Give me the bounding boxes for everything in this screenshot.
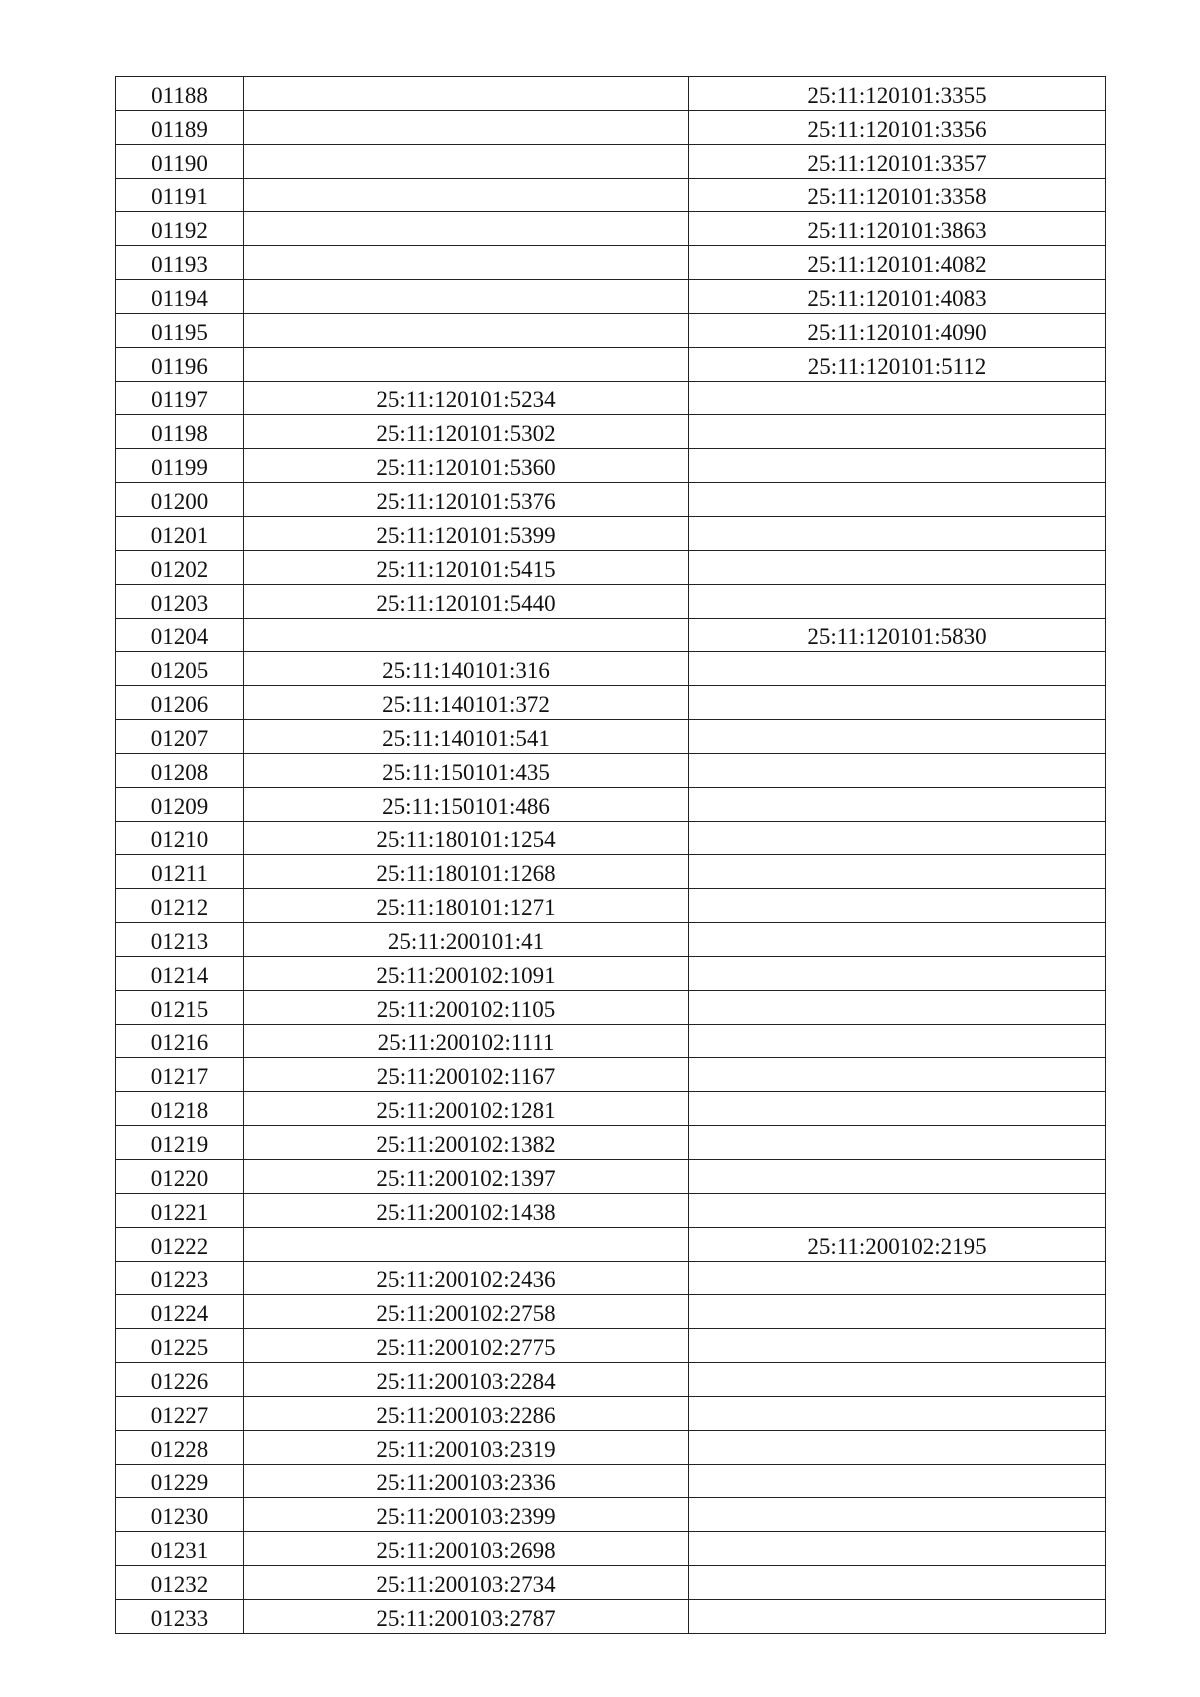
- row-number-cell: [116, 889, 244, 923]
- cadastral-number-cell-b: [689, 347, 1106, 381]
- row-number-cell: [116, 652, 244, 686]
- table-row: [116, 550, 1106, 584]
- table-row: [116, 923, 1106, 957]
- row-number-cell-text: 01222: [150, 1233, 209, 1259]
- cadastral-number-cell-a-text: 25:11:120101:5399: [376, 522, 556, 548]
- table-row: [116, 313, 1106, 347]
- table-row: [116, 1024, 1106, 1058]
- table-row: [116, 686, 1106, 720]
- table-row: [116, 1295, 1106, 1329]
- row-number-cell-text: 01233: [150, 1605, 209, 1631]
- row-number-cell: [116, 347, 244, 381]
- cadastral-number-cell-b: [689, 246, 1106, 280]
- cadastral-number-cell-b: [689, 550, 1106, 584]
- table-row: [116, 956, 1106, 990]
- cadastral-number-cell-a: [244, 550, 689, 584]
- row-number-cell: [116, 483, 244, 517]
- table-row: [116, 178, 1106, 212]
- cadastral-number-cell-b-text: 25:11:120101:3355: [807, 82, 987, 108]
- cadastral-number-cell-a: [244, 1396, 689, 1430]
- cadastral-number-cell-a: [244, 889, 689, 923]
- cadastral-number-cell-b: [689, 855, 1106, 889]
- cadastral-number-cell-a: [244, 990, 689, 1024]
- table-row: [116, 990, 1106, 1024]
- row-number-cell: [116, 110, 244, 144]
- cadastral-number-cell-b-text: 25:11:120101:3358: [807, 184, 987, 210]
- row-number-cell-text: 01206: [150, 692, 209, 718]
- row-number-cell: [116, 956, 244, 990]
- row-number-cell: [116, 550, 244, 584]
- row-number-cell: [116, 1464, 244, 1498]
- cadastral-number-cell-a-text: 25:11:180101:1268: [376, 861, 556, 887]
- cadastral-number-cell-a-text: 25:11:120101:5360: [376, 455, 556, 481]
- table-row: [116, 652, 1106, 686]
- row-number-cell-text: 01188: [151, 82, 208, 108]
- cadastral-number-cell-a-text: 25:11:200102:2775: [376, 1335, 556, 1361]
- cadastral-number-cell-a-text: 25:11:120101:5234: [376, 387, 556, 413]
- row-number-cell-text: 01216: [150, 1030, 209, 1056]
- table-row: [116, 1464, 1106, 1498]
- row-number-cell: [116, 1227, 244, 1261]
- cadastral-number-cell-a: [244, 313, 689, 347]
- cadastral-number-cell-a: [244, 449, 689, 483]
- row-number-cell: [116, 753, 244, 787]
- row-number-cell-text: 01208: [150, 759, 209, 785]
- row-number-cell-text: 01212: [150, 895, 209, 921]
- cadastral-number-cell-b: [689, 77, 1106, 111]
- row-number-cell: [116, 178, 244, 212]
- row-number-cell: [116, 381, 244, 415]
- row-number-cell: [116, 618, 244, 652]
- cadastral-number-cell-a: [244, 381, 689, 415]
- cadastral-number-cell-a-text: 25:11:140101:316: [382, 658, 550, 684]
- cadastral-number-cell-a: [244, 720, 689, 754]
- row-number-cell-text: 01211: [151, 861, 208, 887]
- cadastral-number-cell-b: [689, 1126, 1106, 1160]
- cadastral-number-cell-a: [244, 1126, 689, 1160]
- cadastral-number-cell-b-text: 25:11:120101:4082: [807, 252, 987, 278]
- cadastral-number-cell-b: [689, 313, 1106, 347]
- row-number-cell-text: 01191: [151, 184, 208, 210]
- row-number-cell-text: 01229: [150, 1470, 209, 1496]
- row-number-cell-text: 01221: [150, 1199, 209, 1225]
- row-number-cell-text: 01230: [150, 1504, 209, 1530]
- table-row: [116, 483, 1106, 517]
- cadastral-number-cell-a: [244, 110, 689, 144]
- cadastral-number-cell-b: [689, 1566, 1106, 1600]
- cadastral-number-cell-a-text: 25:11:200103:2399: [376, 1504, 556, 1530]
- row-number-cell-text: 01192: [151, 218, 208, 244]
- cadastral-number-cell-b: [689, 753, 1106, 787]
- cadastral-number-cell-a-text: 25:11:200102:1091: [376, 962, 556, 988]
- cadastral-number-cell-b: [689, 956, 1106, 990]
- cadastral-number-cell-a: [244, 923, 689, 957]
- cadastral-number-cell-a-text: 25:11:180101:1254: [376, 827, 556, 853]
- cadastral-number-cell-a-text: 25:11:140101:372: [382, 692, 550, 718]
- table-row: [116, 1396, 1106, 1430]
- cadastral-number-cell-b: [689, 1498, 1106, 1532]
- row-number-cell: [116, 855, 244, 889]
- table-row: [116, 1430, 1106, 1464]
- cadastral-number-cell-b: [689, 178, 1106, 212]
- cadastral-number-cell-b-text: 25:11:120101:3357: [807, 150, 987, 176]
- cadastral-number-cell-a: [244, 246, 689, 280]
- table-row: [116, 1329, 1106, 1363]
- cadastral-number-cell-b: [689, 1092, 1106, 1126]
- row-number-cell-text: 01232: [150, 1571, 209, 1597]
- cadastral-number-cell-a: [244, 1295, 689, 1329]
- cadastral-number-cell-b: [689, 1396, 1106, 1430]
- cadastral-number-cell-b-text: 25:11:120101:5112: [807, 353, 987, 379]
- cadastral-number-cell-a-text: 25:11:200103:2787: [376, 1605, 556, 1631]
- cadastral-number-cell-a-text: 25:11:200103:2336: [376, 1470, 556, 1496]
- cadastral-number-cell-a-text: 25:11:200103:2734: [376, 1571, 556, 1597]
- cadastral-number-cell-a: [244, 1430, 689, 1464]
- cadastral-number-cell-b: [689, 584, 1106, 618]
- row-number-cell: [116, 1532, 244, 1566]
- cadastral-number-cell-b: [689, 1295, 1106, 1329]
- row-number-cell-text: 01214: [150, 962, 209, 988]
- registry-table: [115, 76, 1106, 1634]
- row-number-cell: [116, 280, 244, 314]
- cadastral-number-cell-a-text: 25:11:200103:2698: [376, 1538, 556, 1564]
- table-row: [116, 787, 1106, 821]
- row-number-cell: [116, 144, 244, 178]
- row-number-cell-text: 01198: [151, 421, 208, 447]
- cadastral-number-cell-b: [689, 1024, 1106, 1058]
- cadastral-number-cell-b: [689, 686, 1106, 720]
- cadastral-number-cell-a: [244, 753, 689, 787]
- cadastral-number-cell-a-text: 25:11:200102:1438: [376, 1199, 556, 1225]
- cadastral-number-cell-a: [244, 1566, 689, 1600]
- row-number-cell: [116, 1295, 244, 1329]
- cadastral-number-cell-a: [244, 956, 689, 990]
- row-number-cell-text: 01218: [150, 1098, 209, 1124]
- cadastral-number-cell-b: [689, 1363, 1106, 1397]
- cadastral-number-cell-b: [689, 1464, 1106, 1498]
- table-row: [116, 347, 1106, 381]
- table-row: [116, 77, 1106, 111]
- table-row: [116, 280, 1106, 314]
- row-number-cell-text: 01203: [150, 590, 209, 616]
- row-number-cell: [116, 1058, 244, 1092]
- cadastral-number-cell-b: [689, 1227, 1106, 1261]
- cadastral-number-cell-b: [689, 1160, 1106, 1194]
- cadastral-number-cell-a: [244, 1024, 689, 1058]
- cadastral-number-cell-a: [244, 1092, 689, 1126]
- cadastral-number-cell-b-text: 25:11:120101:3863: [807, 218, 987, 244]
- table-row: [116, 1160, 1106, 1194]
- registry-table-body: [116, 77, 1106, 1634]
- cadastral-number-cell-a-text: 25:11:120101:5376: [376, 488, 556, 514]
- cadastral-number-cell-a: [244, 178, 689, 212]
- table-row: [116, 1058, 1106, 1092]
- row-number-cell-text: 01215: [150, 996, 209, 1022]
- cadastral-number-cell-a-text: 25:11:200103:2319: [376, 1436, 556, 1462]
- cadastral-number-cell-b: [689, 1430, 1106, 1464]
- cadastral-number-cell-a: [244, 77, 689, 111]
- cadastral-number-cell-a-text: 25:11:150101:435: [382, 759, 550, 785]
- row-number-cell: [116, 415, 244, 449]
- cadastral-number-cell-b: [689, 483, 1106, 517]
- table-row: [116, 753, 1106, 787]
- cadastral-number-cell-a-text: 25:11:150101:486: [382, 793, 550, 819]
- cadastral-number-cell-a: [244, 787, 689, 821]
- row-number-cell-text: 01219: [150, 1132, 209, 1157]
- row-number-cell: [116, 1396, 244, 1430]
- cadastral-number-cell-a-text: 25:11:200102:2436: [376, 1267, 556, 1293]
- cadastral-number-cell-b: [689, 212, 1106, 246]
- row-number-cell-text: 01195: [151, 319, 208, 345]
- cadastral-number-cell-a: [244, 652, 689, 686]
- table-row: [116, 1227, 1106, 1261]
- row-number-cell: [116, 1126, 244, 1160]
- row-number-cell: [116, 516, 244, 550]
- row-number-cell: [116, 1024, 244, 1058]
- row-number-cell-text: 01217: [150, 1064, 209, 1090]
- cadastral-number-cell-a: [244, 516, 689, 550]
- cadastral-number-cell-a: [244, 1498, 689, 1532]
- row-number-cell: [116, 1363, 244, 1397]
- cadastral-number-cell-a: [244, 821, 689, 855]
- cadastral-number-cell-a-text: 25:11:120101:5302: [376, 421, 556, 447]
- row-number-cell: [116, 686, 244, 720]
- cadastral-number-cell-b: [689, 1329, 1106, 1363]
- cadastral-number-cell-a: [244, 347, 689, 381]
- cadastral-number-cell-a-text: 25:11:120101:5440: [376, 590, 556, 616]
- row-number-cell: [116, 1193, 244, 1227]
- cadastral-number-cell-a: [244, 1058, 689, 1092]
- table-row: [116, 1261, 1106, 1295]
- row-number-cell: [116, 449, 244, 483]
- row-number-cell-text: 01201: [150, 522, 209, 548]
- table-row: [116, 1363, 1106, 1397]
- row-number-cell-text: 01204: [150, 624, 209, 650]
- row-number-cell-text: 01226: [150, 1368, 209, 1394]
- table-row: [116, 821, 1106, 855]
- row-number-cell: [116, 1430, 244, 1464]
- cadastral-number-cell-a-text: 25:11:200102:1105: [376, 996, 556, 1022]
- table-row: [116, 584, 1106, 618]
- row-number-cell-text: 01199: [151, 455, 208, 481]
- cadastral-number-cell-b: [689, 1058, 1106, 1092]
- row-number-cell-text: 01194: [151, 285, 208, 311]
- row-number-cell: [116, 1261, 244, 1295]
- row-number-cell-text: 01190: [151, 150, 208, 176]
- table-row: [116, 1498, 1106, 1532]
- row-number-cell-text: 01202: [150, 556, 209, 582]
- cadastral-number-cell-b: [689, 516, 1106, 550]
- cadastral-number-cell-a: [244, 1363, 689, 1397]
- row-number-cell-text: 01228: [150, 1436, 209, 1462]
- table-row: [116, 212, 1106, 246]
- row-number-cell: [116, 1599, 244, 1633]
- cadastral-number-cell-a: [244, 584, 689, 618]
- cadastral-number-cell-b: [689, 1261, 1106, 1295]
- cadastral-number-cell-b: [689, 1193, 1106, 1227]
- row-number-cell: [116, 212, 244, 246]
- cadastral-number-cell-a-text: 25:11:140101:541: [382, 725, 550, 751]
- cadastral-number-cell-a-text: 25:11:200101:41: [387, 928, 545, 954]
- cadastral-number-cell-a: [244, 1599, 689, 1633]
- cadastral-number-cell-b: [689, 144, 1106, 178]
- row-number-cell-text: 01189: [151, 116, 208, 142]
- table-row: [116, 381, 1106, 415]
- row-number-cell: [116, 77, 244, 111]
- row-number-cell-text: 01210: [150, 827, 209, 853]
- cadastral-number-cell-b-text: 25:11:120101:4083: [807, 285, 987, 311]
- row-number-cell: [116, 1160, 244, 1194]
- row-number-cell-text: 01207: [150, 725, 209, 751]
- row-number-cell: [116, 313, 244, 347]
- table-row: [116, 1566, 1106, 1600]
- row-number-cell: [116, 720, 244, 754]
- cadastral-number-cell-b: [689, 923, 1106, 957]
- cadastral-number-cell-a: [244, 280, 689, 314]
- table-row: [116, 1126, 1106, 1160]
- row-number-cell-text: 01220: [150, 1165, 209, 1191]
- table-row: [116, 618, 1106, 652]
- table-row: [116, 1532, 1106, 1566]
- cadastral-number-cell-a: [244, 483, 689, 517]
- cadastral-number-cell-a-text: 25:11:120101:5415: [376, 556, 556, 582]
- table-row: [116, 889, 1106, 923]
- row-number-cell: [116, 1329, 244, 1363]
- cadastral-number-cell-b: [689, 787, 1106, 821]
- cadastral-number-cell-a: [244, 1193, 689, 1227]
- row-number-cell-text: 01213: [150, 928, 209, 954]
- cadastral-number-cell-a: [244, 1160, 689, 1194]
- cadastral-number-cell-b: [689, 990, 1106, 1024]
- row-number-cell-text: 01205: [150, 658, 209, 684]
- row-number-cell: [116, 1498, 244, 1532]
- row-number-cell-text: 01197: [151, 387, 208, 413]
- cadastral-number-cell-a-text: 25:11:180101:1271: [376, 895, 556, 921]
- cadastral-number-cell-b-text: 25:11:120101:5830: [807, 624, 987, 650]
- table-row: [116, 449, 1106, 483]
- cadastral-number-cell-b-text: 25:11:120101:4090: [807, 319, 987, 345]
- row-number-cell-text: 01209: [150, 793, 209, 819]
- row-number-cell: [116, 821, 244, 855]
- table-row: [116, 144, 1106, 178]
- table-row: [116, 1193, 1106, 1227]
- row-number-cell-text: 01196: [151, 353, 208, 379]
- cadastral-number-cell-a-text: 25:11:200102:1111: [377, 1030, 555, 1056]
- row-number-cell: [116, 246, 244, 280]
- table-row: [116, 1599, 1106, 1633]
- row-number-cell: [116, 787, 244, 821]
- row-number-cell: [116, 584, 244, 618]
- cadastral-number-cell-b-text: 25:11:120101:3356: [807, 116, 987, 142]
- row-number-cell-text: 01223: [150, 1267, 209, 1293]
- row-number-cell: [116, 1092, 244, 1126]
- row-number-cell-text: 01227: [150, 1402, 209, 1428]
- cadastral-number-cell-a: [244, 618, 689, 652]
- cadastral-number-cell-a: [244, 1227, 689, 1261]
- table-row: [116, 246, 1106, 280]
- row-number-cell: [116, 923, 244, 957]
- cadastral-number-cell-b: [689, 449, 1106, 483]
- row-number-cell-text: 01200: [150, 488, 209, 514]
- cadastral-number-cell-b: [689, 1532, 1106, 1566]
- cadastral-number-cell-b: [689, 1599, 1106, 1633]
- cadastral-number-cell-a: [244, 1329, 689, 1363]
- cadastral-number-cell-a: [244, 1261, 689, 1295]
- cadastral-number-cell-b: [689, 652, 1106, 686]
- cadastral-number-cell-a: [244, 415, 689, 449]
- cadastral-number-cell-a: [244, 1464, 689, 1498]
- cadastral-number-cell-a: [244, 686, 689, 720]
- row-number-cell: [116, 1566, 244, 1600]
- cadastral-number-cell-a-text: 25:11:200102:1281: [376, 1098, 556, 1124]
- cadastral-number-cell-a-text: 25:11:200103:2284: [376, 1368, 556, 1394]
- cadastral-number-cell-a: [244, 855, 689, 889]
- cadastral-number-cell-b: [689, 280, 1106, 314]
- row-number-cell-text: 01231: [150, 1538, 209, 1564]
- table-row: [116, 415, 1106, 449]
- cadastral-number-cell-a: [244, 212, 689, 246]
- cadastral-number-cell-a-text: 25:11:200102:2758: [376, 1301, 556, 1327]
- row-number-cell-text: 01193: [151, 252, 208, 278]
- cadastral-number-cell-b: [689, 618, 1106, 652]
- cadastral-number-cell-a-text: 25:11:200102:1167: [376, 1064, 556, 1090]
- row-number-cell-text: 01224: [150, 1301, 209, 1327]
- table-row: [116, 516, 1106, 550]
- table-row: [116, 720, 1106, 754]
- cadastral-number-cell-b: [689, 381, 1106, 415]
- table-row: [116, 855, 1106, 889]
- cadastral-number-cell-b: [689, 110, 1106, 144]
- cadastral-number-cell-a-text: 25:11:200103:2286: [376, 1402, 556, 1428]
- row-number-cell-text: 01225: [150, 1335, 209, 1361]
- table-row: [116, 110, 1106, 144]
- table-row: [116, 1092, 1106, 1126]
- cadastral-number-cell-b: [689, 415, 1106, 449]
- cadastral-number-cell-b: [689, 889, 1106, 923]
- cadastral-number-cell-a-text: 25:11:200102:1397: [376, 1165, 556, 1191]
- cadastral-number-cell-b: [689, 720, 1106, 754]
- cadastral-number-cell-a-text: 25:11:200102:1382: [376, 1132, 556, 1157]
- row-number-cell: [116, 990, 244, 1024]
- cadastral-number-cell-b-text: 25:11:200102:2195: [807, 1233, 987, 1259]
- cadastral-number-cell-a: [244, 144, 689, 178]
- cadastral-number-cell-b: [689, 821, 1106, 855]
- cadastral-number-cell-a: [244, 1532, 689, 1566]
